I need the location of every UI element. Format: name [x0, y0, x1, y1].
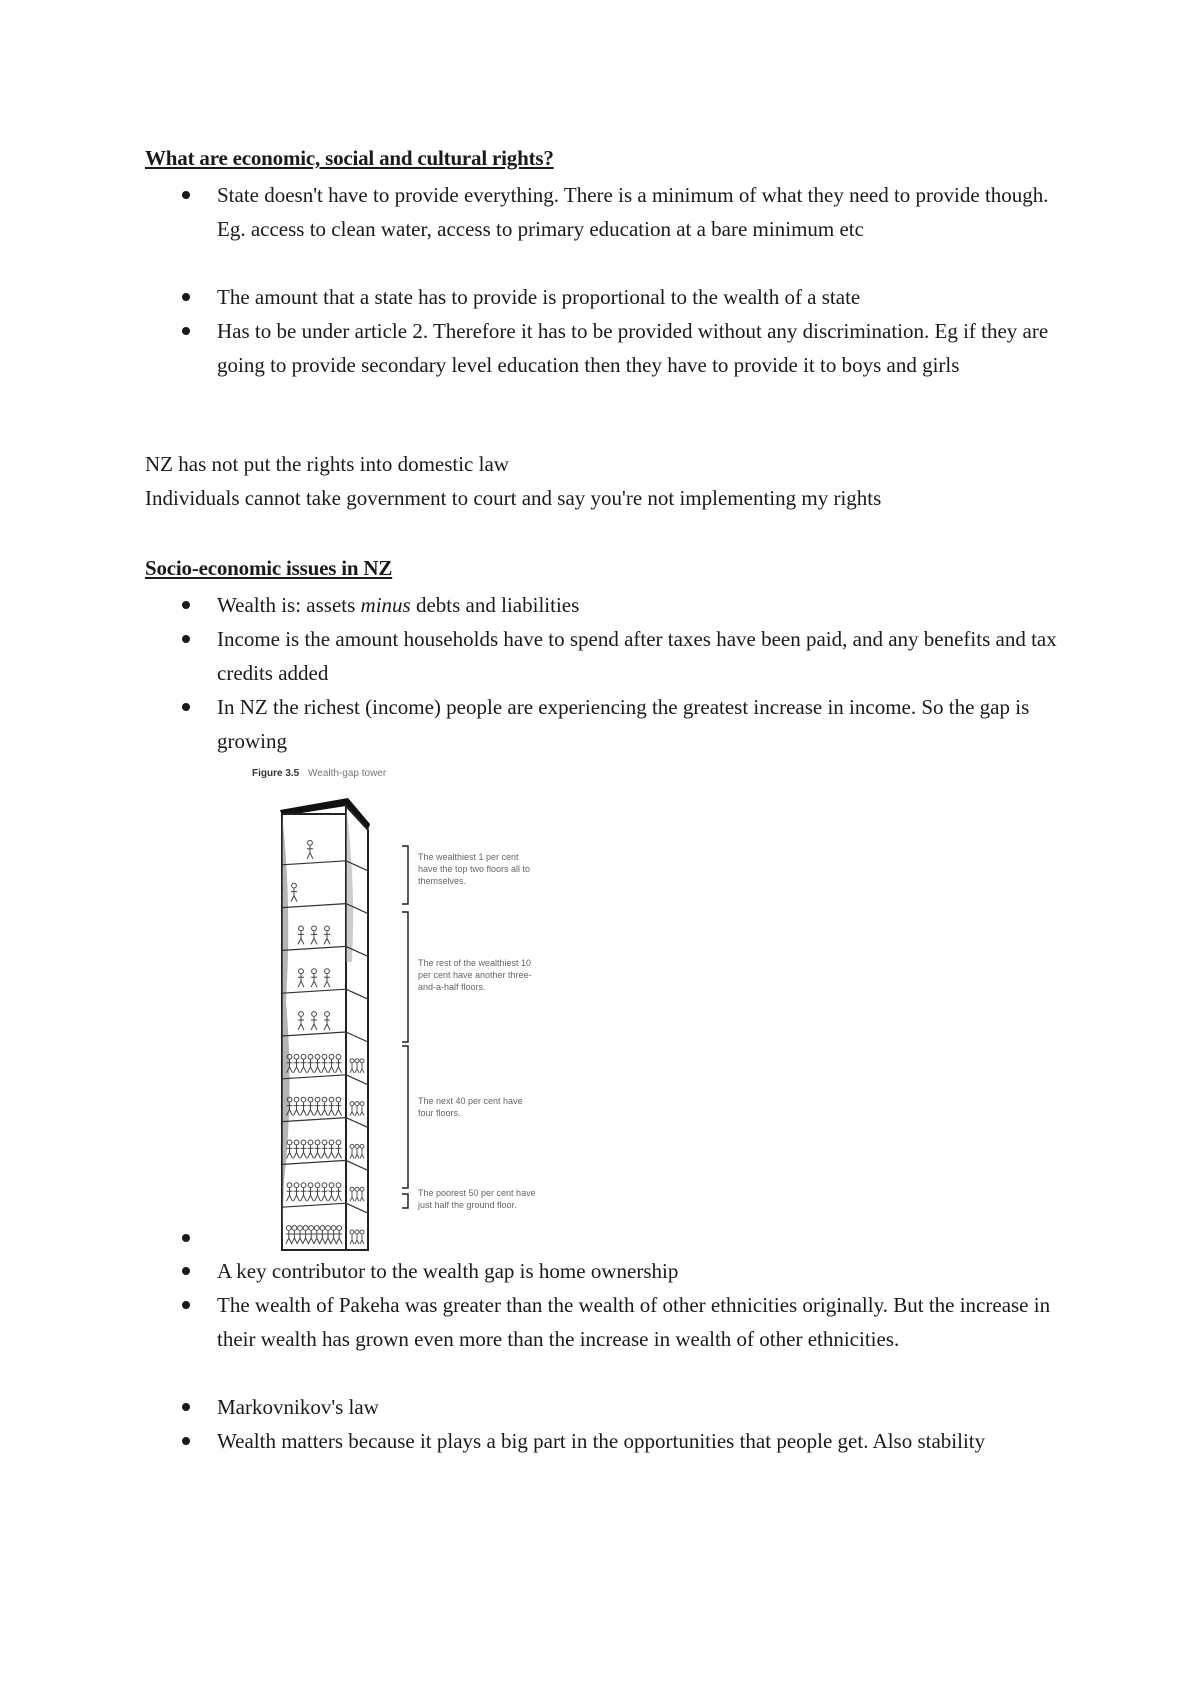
svg-text:four floors.: four floors. [418, 1108, 461, 1118]
section-heading-socio-economic: Socio-economic issues in NZ [145, 556, 393, 580]
wealth-suffix: debts and liabilities [410, 593, 580, 617]
bullet-item-wealth [217, 588, 1067, 622]
figure-note-1 [418, 852, 530, 886]
bullet-item: Wealth matters because it plays a big part in the opportunities that people get. Also stability [217, 1424, 1067, 1458]
wealth-prefix: Wealth is: assets [217, 593, 361, 617]
svg-text:per cent have another three-: per cent have another three- [418, 970, 532, 980]
svg-text:The rest of the wealthiest 10: The rest of the wealthiest 10 [418, 958, 532, 968]
bullet-item: A key contributor to the wealth gap is home ownership [217, 1254, 1067, 1288]
bullet-item: Has to be under article 2. Therefore it has to be provided without any discrimination. Eg if they are going to provide secondary level education then they have to provide it to boys and girls [217, 314, 1067, 382]
figure-note-4 [417, 1188, 536, 1210]
svg-text:just half the ground floor.: just half the ground floor. [418, 1200, 517, 1210]
svg-text:have the top two floors all to: have the top two floors all to [418, 864, 531, 874]
bullet-item: The wealth of Pakeha was greater than the wealth of other ethnicities originally. But the increase in their wealth has grown even more than the increase in wealth of other ethnicities. [217, 1288, 1067, 1356]
empty-bullet [182, 1234, 190, 1242]
wealth-gap-tower-image [240, 762, 620, 1252]
svg-text:The wealthiest 1 per cent: The wealthiest 1 per cent [418, 852, 519, 862]
bullet-item: In NZ the richest (income) people are experiencing the greatest increase in income. So the gap is growing [217, 690, 1067, 758]
wealth-gap-figure [240, 762, 620, 1256]
svg-text:and-a-half floors.: and-a-half floors. [418, 982, 486, 992]
bracket-1 [402, 846, 408, 904]
bracket-3 [402, 1046, 408, 1188]
bullet-item: Markovnikov's law [217, 1390, 1067, 1424]
figure-note-3 [418, 1096, 523, 1118]
bracket-4 [402, 1194, 408, 1208]
bullet-item: The amount that a state has to provide is proportional to the wealth of a state [217, 280, 1067, 314]
svg-text:The next 40 per cent have: The next 40 per cent have [418, 1096, 523, 1106]
bullet-item: State doesn't have to provide everything. There is a minimum of what they need to provide though. Eg. access to clean water, access to primary education at a bare minimum etc [217, 178, 1067, 246]
paragraph: Individuals cannot take government to court and say you're not implementing my rights [145, 486, 882, 510]
paragraph: NZ has not put the rights into domestic law [145, 452, 509, 476]
figure-caption-number: Figure 3.5 [252, 768, 300, 779]
svg-text:themselves.: themselves. [418, 876, 467, 886]
wealth-italic: minus [360, 593, 411, 617]
figure-note-2 [418, 958, 532, 992]
bracket-2 [402, 912, 408, 1042]
bullet-item: Income is the amount households have to spend after taxes have been paid, and any benefits and tax credits added [217, 622, 1067, 690]
svg-text:The poorest 50 per cent have: The poorest 50 per cent have [418, 1188, 536, 1198]
section-heading-rights: What are economic, social and cultural rights? [145, 146, 554, 170]
figure-caption-title: Wealth-gap tower [308, 768, 387, 779]
